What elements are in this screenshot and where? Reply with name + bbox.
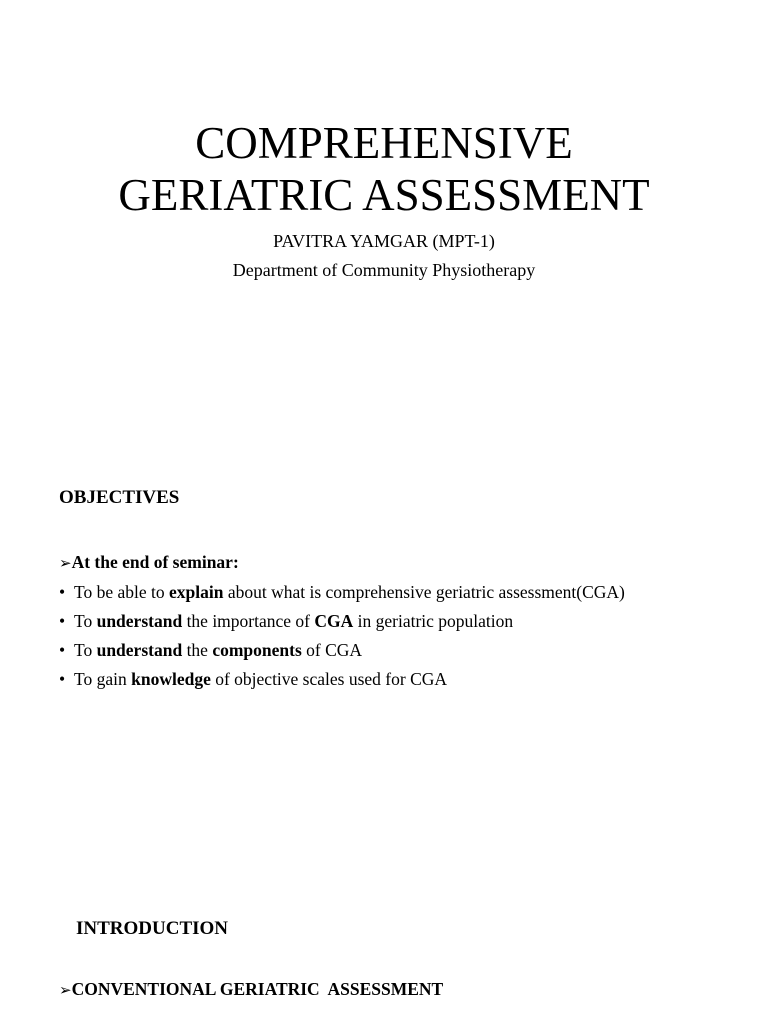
bullet-icon: • [59,611,66,631]
list-item [59,607,625,636]
list-item [59,636,625,665]
list-item-text: To be able to explain about what is comprehensive geriatric assessment(CGA) [74,582,625,602]
slide-title [0,117,768,221]
introduction-heading: INTRODUCTION [76,918,229,939]
bullet-icon: • [59,640,66,660]
objectives-list [59,578,625,694]
introduction-subheading [59,977,443,1002]
objectives-heading: OBJECTIVES [59,487,180,508]
bullet-icon: • [59,669,66,689]
objectives-lead [59,550,239,575]
title-line-1: COMPREHENSIVE [195,118,573,168]
list-item-text: To gain knowledge of objective scales used for CGA [74,669,448,689]
list-item-text: To understand the importance of CGA in geriatric population [74,611,514,631]
title-line-2: GERIATRIC ASSESSMENT [118,170,650,220]
department-name: Department of Community Physiotherapy [232,260,536,280]
list-item [59,665,625,694]
bullet-icon: • [59,582,66,602]
arrow-bullet-icon: ➢ [59,554,72,572]
introduction-subheading-text: CONVENTIONAL GERIATRIC ASSESSMENT [71,979,444,999]
title-slide [0,0,768,320]
author-name: PAVITRA YAMGAR (MPT-1) [273,231,495,251]
list-item-text: To understand the components of CGA [74,640,363,660]
arrow-bullet-icon: ➢ [59,981,72,999]
objectives-lead-text: At the end of seminar: [71,552,239,572]
list-item [59,578,625,607]
